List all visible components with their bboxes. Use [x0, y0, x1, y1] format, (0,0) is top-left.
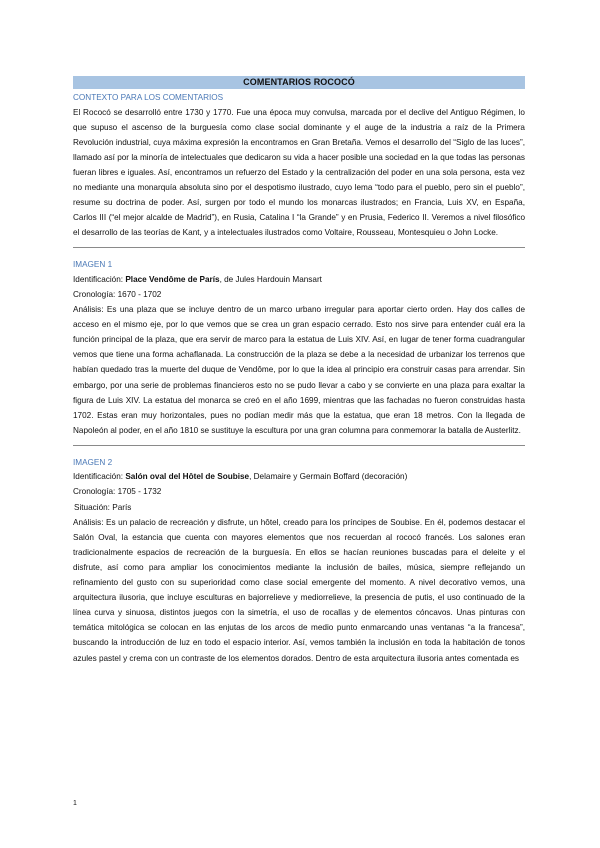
imagen-1-cronologia: Cronología: 1670 - 1702 — [73, 289, 162, 299]
section-divider — [73, 247, 525, 248]
imagen-1-analisis: Análisis: Es una plaza que se incluye dentro de un marco urbano irregular para aportar cierto orden. Hay dos calles de acceso en el mismo eje, por lo que vemos que se crea un gran espacio cerrado. Esto nos sirve para entender cuál era la función principal de la plaza, que era servir de marco para la estatua de Luis XIV. Así, en lugar de tener forma cuadrangular vemos que tiene una forma achaflanada. La construcción de la plaza se debe a la necesidad de urbanizar los terrenos que habían quedado tras la muerte del duque de Vendôme, por lo que la idea al principio era construir casas para arrendar. Sin embargo, por una serie de problemas financieros esto no se pudo llevar a cabo y se convierte en una plaza para exaltar la figura de Luis XIV. La estatua del monarca se creó en el año 1699, mientras que las fachadas no fueron construidas hasta 1702. Estas eran muy horizontales, pues no podían medir más que la estatua, que eran 18 metros. Con la llegada de Napoleón al poder, en el año 1810 se sustituye la escultura por una gran columna para conmemorar la batalla de Austerlitz. — [73, 305, 525, 435]
imagen-2-cronologia: Cronología: 1705 - 1732 — [73, 487, 162, 497]
section-imagen-2 — [73, 457, 525, 666]
section-heading-imagen-2: IMAGEN 2 — [73, 457, 113, 467]
section-contexto — [73, 92, 525, 240]
artwork-name: Salón oval del Hôtel de Soubise — [125, 472, 250, 482]
contexto-paragraph: El Rococó se desarrolló entre 1730 y 1770. Fue una época muy convulsa, marcada por el declive del Antiguo Régimen, lo que supuso el ascenso de la burguesía como clase social dominante y el auge de la industria a raíz de la Primera Revolución industrial, cuya máxima expresión la encontramos en Gran Bretaña. Vemos el desarrollo del “Siglo de las luces”, llamado así por la minoría de intelectuales que dedicaron su vida a hacer posible una sociedad en la que todas las personas fueran libres e iguales. Así, encontramos un refuerzo del Estado y la centralización del poder en una sola persona, esta vez no mediante una monarquía absoluta sino por el despotismo ilustrado, cuyo lema “todo para el pueblo, pero sin el pueblo”, resume su doctrina de poder. Así, surgen por todo el mundo los monarcas ilustrados; en Francia, Luis XV, en España, Carlos III (“el mejor alcalde de Madrid”), en Rusia, Catalina I “la Grande” y en Prusia, Federico II. Veremos a nivel filosófico el desarrollo de las teorías de Kant, y a intelectuales ilustrados como Voltaire, Rousseau, Montesquieu o John Locke. — [73, 107, 525, 238]
imagen-1-identificacion — [73, 272, 525, 287]
identificacion-label: Identificación: — [73, 472, 126, 482]
imagen-2-situacion: Situación: París — [74, 502, 132, 512]
section-heading-imagen-1: IMAGEN 1 — [73, 260, 113, 270]
document-body — [73, 92, 525, 666]
document-title: COMENTARIOS ROCOCÓ — [73, 76, 525, 89]
section-heading-contexto: CONTEXTO PARA LOS COMENTARIOS — [73, 93, 224, 102]
artwork-name: Place Vendôme de París — [125, 274, 220, 284]
section-divider — [73, 445, 525, 446]
imagen-2-identificacion — [73, 469, 525, 484]
imagen-2-analisis: Análisis: Es un palacio de recreación y disfrute, un hôtel, creado para los príncipes de Soubise. En él, podemos destacar el Salón Oval, la estancia que cuenta con mayores elementos que nos recuerdan al rococó francés. Los salones eran tradicionalmente espacios de recreación de la burguesía. En ellos se hacían reuniones buscadas para el deleite y el disfrute, así como para ampliar los conocimientos mediante la inclusión de bailes, música, siempre reflejando un refinamiento del gusto con su superioridad como clase social emergente del momento. A nivel decorativo vemos, una arquitectura ilusoria, que incluye esculturas en bajorrelieve y mediorrelieve, la presencia de putis, el uso continuado de la línea curva y sinuosa, distintos juegos con la simetría, el uso de rocallas y de elementos cóncavos. Unas pinturas con temática mitológica se colocan en las enjutas de los arcos de medio punto enmarcando unas ventanas “a la francesa”, buscando la introducción de luz en todo el espacio interior. Así, vemos también la inclusión en toda la habitación de tonos azules pastel y crema con un contraste de los elementos dorados. Dentro de esta arquitectura ilusoria antes comentada es — [73, 517, 525, 663]
section-imagen-1 — [73, 259, 525, 438]
artwork-author: , Delamaire y Germain Boffard (decoración) — [249, 472, 408, 482]
page-number: 1 — [73, 800, 77, 807]
identificacion-label: Identificación: — [73, 274, 126, 284]
artwork-author: , de Jules Hardouin Mansart — [219, 274, 322, 284]
